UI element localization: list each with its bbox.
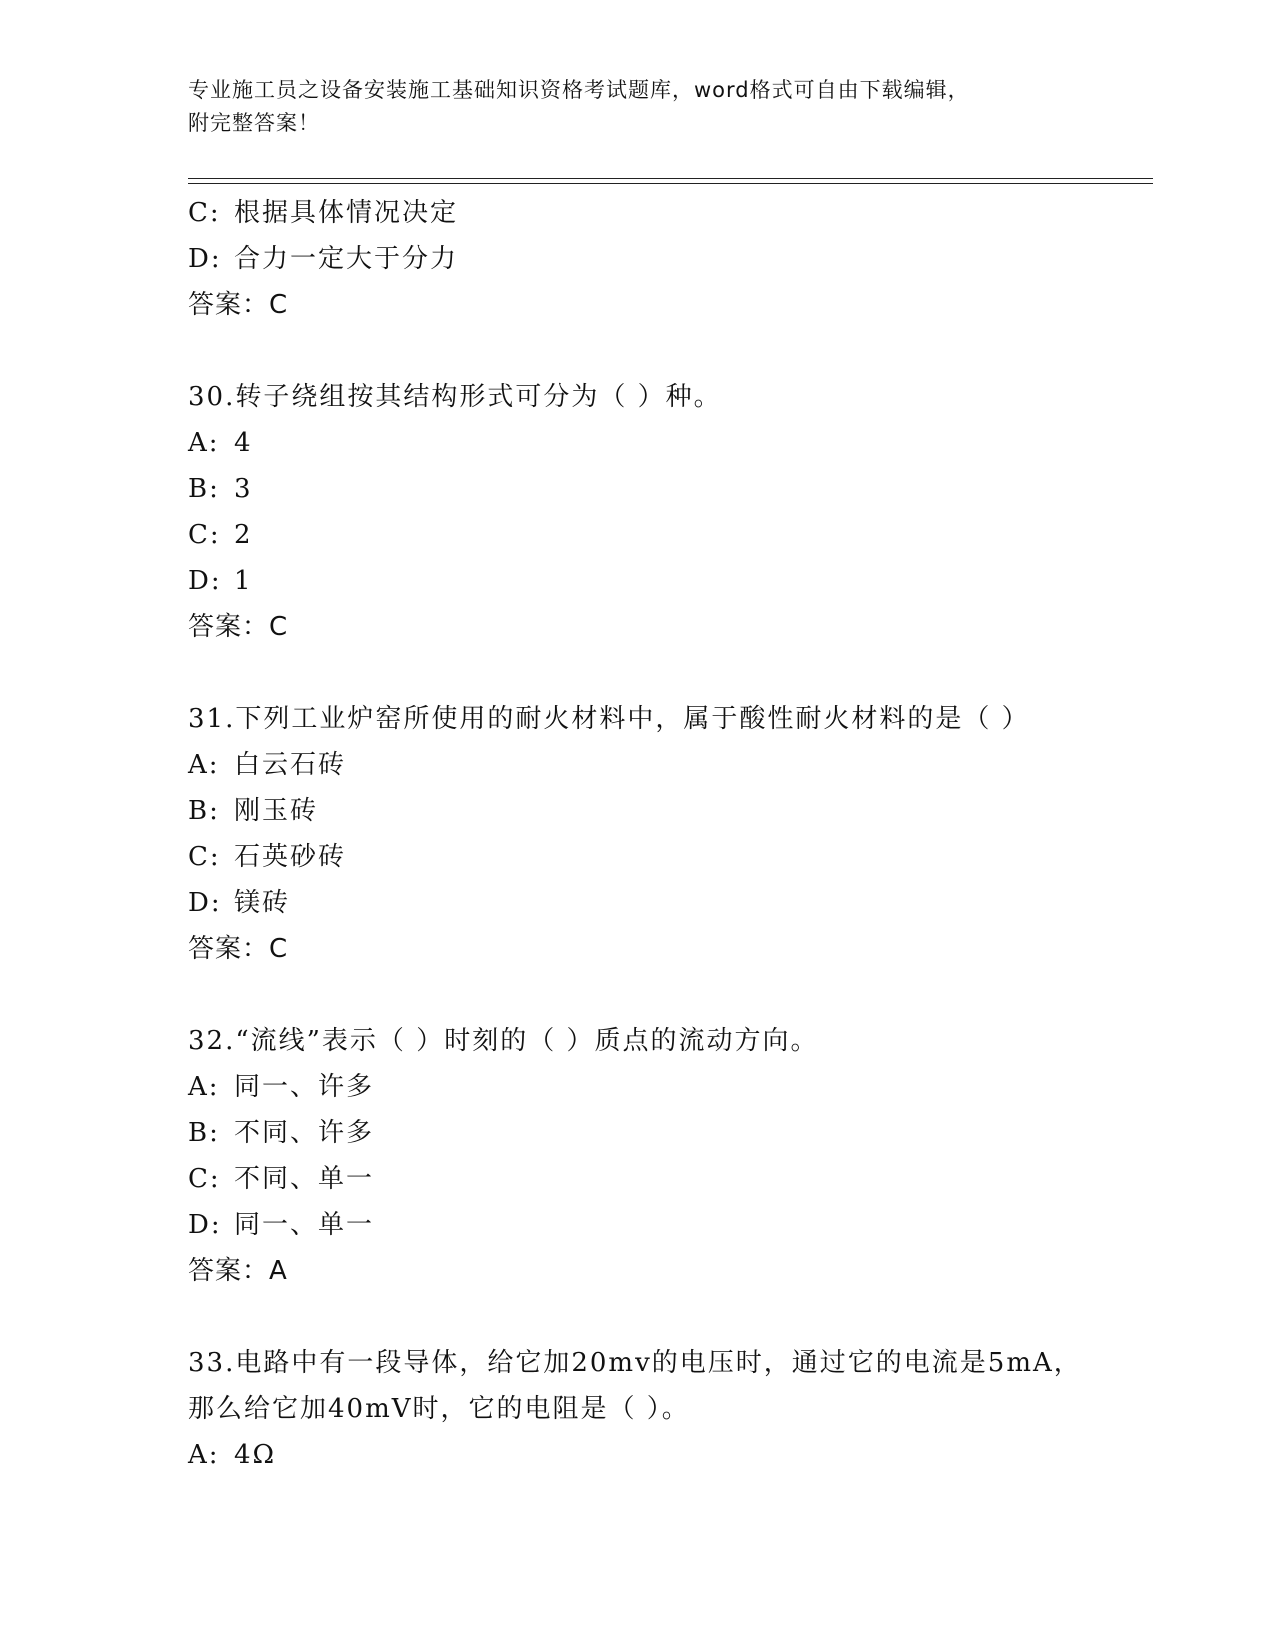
option-letter: D:	[188, 1210, 222, 1240]
document-header	[188, 74, 1088, 140]
option-letter: B:	[188, 474, 220, 504]
option-letter: D:	[188, 566, 222, 596]
header-line-1: 专业施工员之设备安装施工基础知识资格考试题库，word格式可自由下载编辑，	[188, 78, 970, 102]
option-a	[188, 1064, 1088, 1110]
option-d	[188, 880, 1088, 926]
document-body	[188, 190, 1088, 1478]
option-text: 2	[234, 520, 253, 550]
option-c	[188, 834, 1088, 880]
question-stem: 32.“流线”表示（ ）时刻的（ ）质点的流动方向。	[188, 1026, 819, 1056]
option-letter: D:	[188, 244, 222, 274]
option-letter: A:	[188, 428, 220, 458]
answer-line: 答案：C	[188, 612, 289, 642]
question-stem: 30.转子绕组按其结构形式可分为（ ）种。	[188, 382, 722, 412]
option-text: 同一、许多	[234, 1072, 375, 1102]
option-d	[188, 1202, 1088, 1248]
option-text: 石英砂砖	[234, 842, 347, 872]
option-letter: B:	[188, 796, 220, 826]
option-text: 镁砖	[234, 888, 291, 918]
option-d	[188, 236, 1088, 282]
question-32	[188, 1018, 1088, 1294]
question-31	[188, 696, 1088, 972]
answer-line: 答案：C	[188, 934, 289, 964]
option-text: 根据具体情况决定	[234, 198, 459, 228]
header-divider-top	[188, 178, 1153, 179]
option-letter: C:	[188, 842, 221, 872]
answer-line: 答案：A	[188, 1256, 288, 1286]
option-text: 白云石砖	[234, 750, 347, 780]
option-c	[188, 1156, 1088, 1202]
option-letter: C:	[188, 1164, 221, 1194]
header-line-2: 附完整答案！	[188, 111, 320, 135]
option-text: 4	[234, 428, 253, 458]
option-text: 不同、单一	[234, 1164, 375, 1194]
option-letter: B:	[188, 1118, 220, 1148]
option-text: 刚玉砖	[234, 796, 319, 826]
question-33	[188, 1340, 1088, 1478]
question-stem: 31.下列工业炉窑所使用的耐火材料中，属于酸性耐火材料的是（ ）	[188, 704, 1030, 734]
option-letter: D:	[188, 888, 222, 918]
option-text: 不同、许多	[234, 1118, 375, 1148]
option-d	[188, 558, 1088, 604]
option-letter: A:	[188, 1440, 220, 1470]
question-30	[188, 374, 1088, 650]
option-letter: A:	[188, 1072, 220, 1102]
option-letter: C:	[188, 198, 221, 228]
option-text: 4Ω	[234, 1440, 277, 1470]
option-c	[188, 512, 1088, 558]
question-stem-line-1: 33.电路中有一段导体，给它加20mv的电压时，通过它的电流是5mA，	[188, 1348, 1082, 1378]
option-text: 1	[234, 566, 253, 596]
question-stem-line-2: 那么给它加40mV时，它的电阻是（ ）。	[188, 1394, 690, 1424]
option-text: 合力一定大于分力	[234, 244, 459, 274]
answer-line: 答案：C	[188, 290, 289, 320]
option-b	[188, 788, 1088, 834]
option-letter: A:	[188, 750, 220, 780]
question-29-continuation	[188, 190, 1088, 328]
option-text: 3	[234, 474, 253, 504]
option-a	[188, 1432, 1088, 1478]
option-letter: C:	[188, 520, 221, 550]
option-a	[188, 420, 1088, 466]
option-a	[188, 742, 1088, 788]
option-c	[188, 190, 1088, 236]
option-text: 同一、单一	[234, 1210, 375, 1240]
option-b	[188, 466, 1088, 512]
header-divider-bottom	[188, 183, 1153, 184]
option-b	[188, 1110, 1088, 1156]
